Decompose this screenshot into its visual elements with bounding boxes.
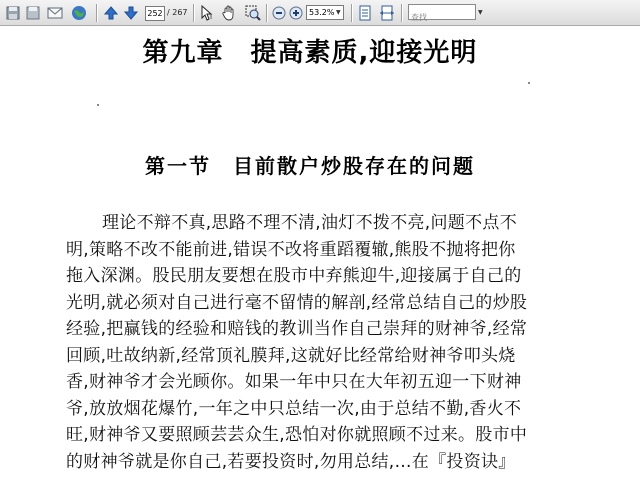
text-line: 经验,把赢钱的经验和赔钱的教训当作自己崇拜的财神爷,经常 (66, 319, 528, 339)
text-line: 光明,就必须对自己进行毫不留情的解剖,经常总结自己的炒股 (66, 292, 528, 313)
prev-page-icon[interactable] (102, 4, 120, 22)
toolbar-separator (266, 4, 267, 22)
toolbar-separator (401, 4, 402, 22)
toolbar-separator (96, 4, 97, 22)
search-input[interactable] (409, 11, 473, 25)
pdf-toolbar (0, 0, 640, 26)
email-icon[interactable] (46, 4, 64, 22)
zoom-in-icon[interactable] (287, 4, 305, 22)
web-icon[interactable] (70, 4, 88, 22)
zoom-select[interactable] (306, 5, 344, 20)
text-line: 爷,放放烟花爆竹,一年之中只总结一次,由于总结不勤,香火不 (66, 398, 522, 419)
text-line: 明,策略不改不能前进,错误不改将重蹈覆辙,熊股不抛将把你 (66, 239, 516, 260)
chapter-title: 第九章 提高素质,迎接光明 (142, 38, 478, 68)
text-line: 的财神爷就是你自己,若要投资时,勿用总结,…在『投资诀』 (66, 451, 516, 472)
text-line: 香,财神爷才会光顾你。如果一年中只在大年初五迎一下财神 (66, 372, 522, 392)
fit-page-icon[interactable] (356, 4, 374, 22)
fit-width-icon[interactable] (378, 4, 396, 22)
text-line: 理论不辩不真,思路不理不清,油灯不拨不亮,问题不点不 (102, 213, 518, 233)
chevron-down-icon[interactable]: ▼ (336, 9, 341, 16)
save-icon[interactable] (4, 4, 22, 22)
scan-speck (528, 82, 530, 84)
document-page (0, 26, 640, 480)
text-line: 回顾,吐故纳新,经常顶礼膜拜,这就好比经常给财神爷叩头烧 (66, 345, 516, 366)
svg-text:I: I (210, 13, 213, 21)
search-options-chevron-icon[interactable]: ▼ (478, 9, 483, 16)
page-total-label: / 267 (167, 8, 188, 17)
text-line: 拖入深渊。股民朋友要想在股市中弃熊迎牛,迎接属于自己的 (66, 266, 522, 286)
text-line: 旺,财神爷又要照顾芸芸众生,恐怕对你就照顾不过来。股市中 (66, 425, 528, 445)
zoom-level-input[interactable] (307, 8, 335, 17)
page-number-input[interactable] (145, 6, 165, 21)
section-title: 第一节 目前散户炒股存在的问题 (145, 154, 475, 178)
marquee-zoom-icon[interactable] (244, 4, 262, 22)
toolbar-separator (193, 4, 194, 22)
next-page-icon[interactable] (122, 4, 140, 22)
scan-speck (97, 104, 99, 106)
save-copy-icon[interactable] (24, 4, 42, 22)
zoom-out-icon[interactable] (270, 4, 288, 22)
search-field[interactable] (408, 4, 476, 20)
select-tool-icon[interactable] (198, 4, 216, 22)
hand-tool-icon[interactable] (220, 4, 238, 22)
toolbar-separator (351, 4, 352, 22)
body-paragraph (66, 210, 566, 475)
